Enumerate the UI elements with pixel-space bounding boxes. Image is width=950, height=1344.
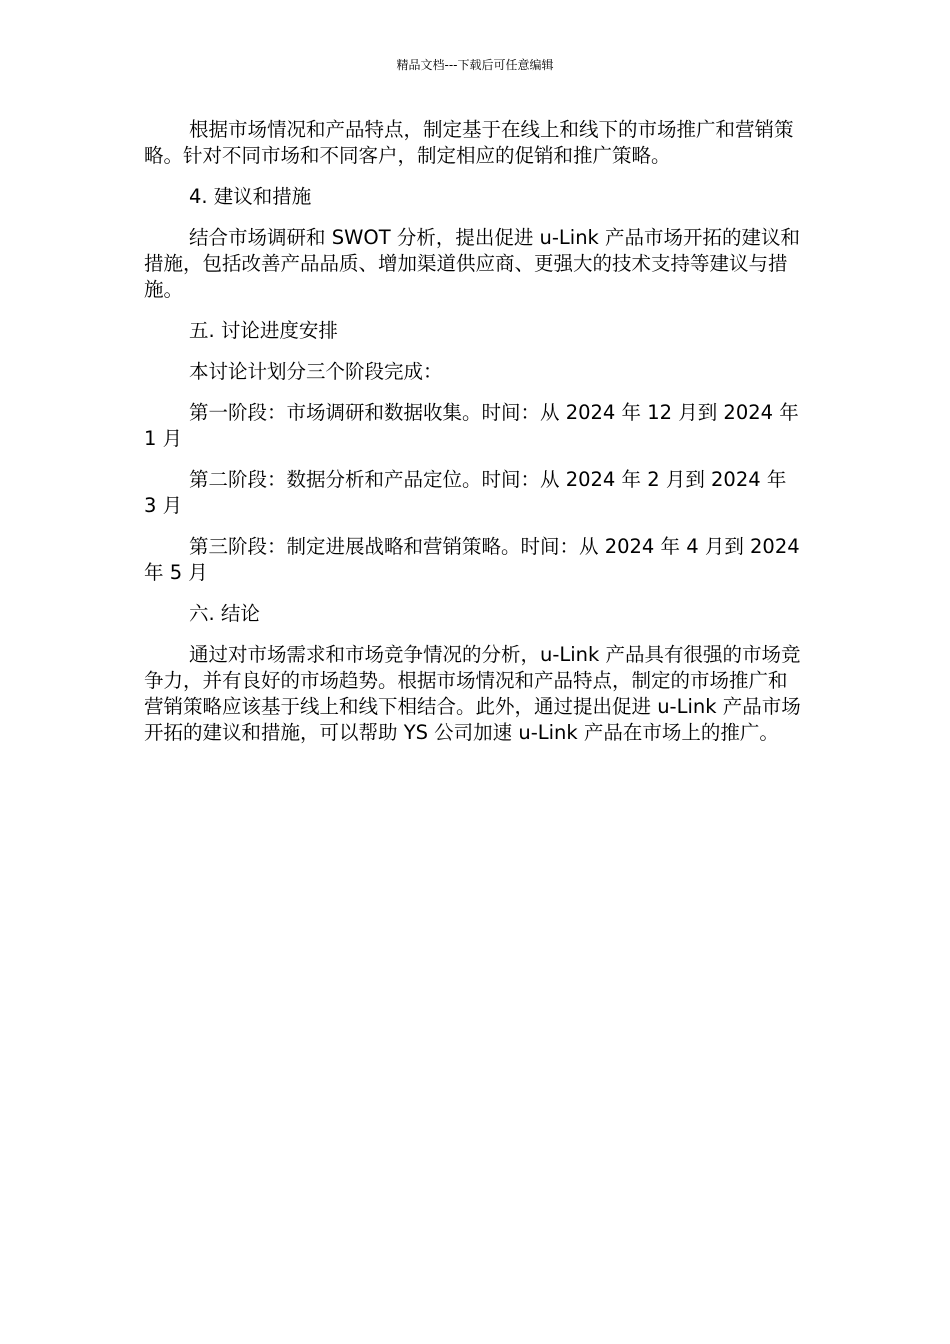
paragraph-phase-1: 第一阶段：市场调研和数据收集。时间：从 2024 年 12 月到 2024 年 1 月 xyxy=(144,401,799,450)
paragraph-schedule-intro: 本讨论计划分三个阶段完成： xyxy=(189,360,443,383)
paragraph-marketing-strategy: 根据市场情况和产品特点，制定基于在线上和线下的市场推广和营销策略。针对不同市场和不同客户，制定相应的促销和推广策略。 xyxy=(144,118,794,167)
paragraph-phase-3: 第三阶段：制定进展战略和营销策略。时间：从 2024 年 4 月到 2024 年 5 月 xyxy=(144,535,800,584)
section-heading-conclusion: 六. 结论 xyxy=(189,602,260,625)
paragraph-phase-2: 第二阶段：数据分析和产品定位。时间：从 2024 年 2 月到 2024 年 3 月 xyxy=(144,468,787,517)
document-body xyxy=(144,117,804,761)
paragraph-suggestions: 结合市场调研和 SWOT 分析，提出促进 u-Link 产品市场开拓的建议和措施，包括改善产品品质、增加渠道供应商、更强大的技术支持等建议与措施。 xyxy=(144,226,801,301)
page-header: 精品文档---下载后可任意编辑 xyxy=(396,58,554,72)
paragraph-conclusion: 通过对市场需求和市场竞争情况的分析，u-Link 产品具有很强的市场竞争力，并有良好的市场趋势。根据市场情况和产品特点，制定的市场推广和营销策略应该基于线上和线下相结合。此外，通过提出促进 u-Link 产品市场开拓的建议和措施，可以帮助 YS 公司加速 u-Link 产品在市场上的推广。 xyxy=(144,643,801,744)
section-heading-schedule: 五. 讨论进度安排 xyxy=(189,319,338,342)
section-heading-suggestions: 4. 建议和措施 xyxy=(189,185,312,208)
